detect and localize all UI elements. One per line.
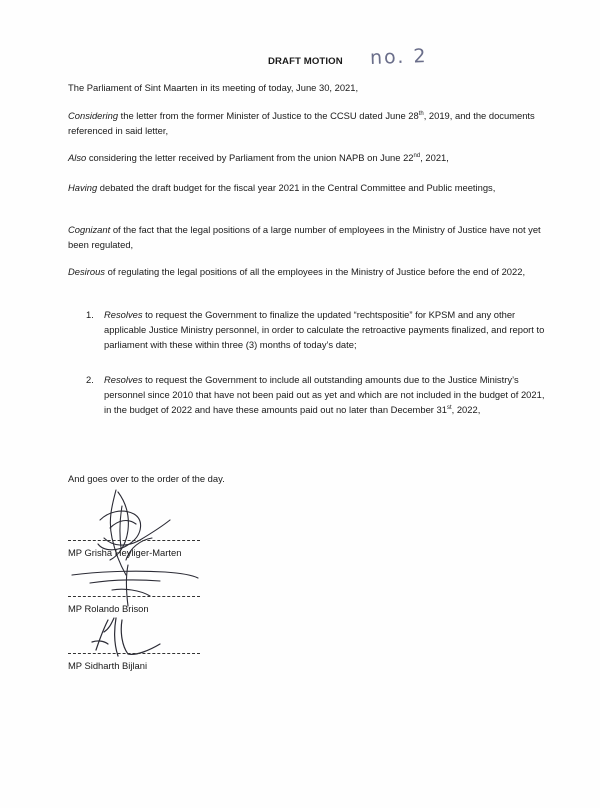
resolution-number: 1. [86,309,94,320]
consideration-text: considering the letter received by Parliament from the union NAPB on June 22 [86,152,414,163]
resolution-body [104,372,548,417]
consideration-text: debated the draft budget for the fiscal year 2021 in the Central Committee and Public meetings, [97,182,496,193]
consideration-lead: Desirous [68,266,105,277]
signature-3-scribble [92,618,160,656]
consideration-text: the letter from the former Minister of Justice to the CCSU dated June 28 [118,110,419,121]
resolution-text: to request the Government to include all outstanding amounts due to the Justice Ministry’s personnel since 2010 that have not been paid out as yet and which are not included in the budget of 2021, in the budget of 2022 and have these amounts paid out no later than December 31 [104,374,545,415]
resolution-text: to request the Government to finalize the updated “rechtspositie” for KPSM and any other applicable Justice Ministry personnel, in order to calculate the retroactive payments finalized, and report to parliament with these within three (3) months of today’s date; [104,309,545,350]
resolution-number: 2. [86,374,94,385]
signature-line [68,596,200,597]
signatory-name: MP Rolando Brison [68,603,149,614]
resolution-item [86,307,548,369]
consideration-text-end: , 2021, [420,152,449,163]
consideration-lead: Cognizant [68,224,111,235]
ordinal-suffix: nd [413,152,421,159]
resolution-lead: Resolves [104,309,143,320]
consideration-paragraph [68,180,548,195]
intro-paragraph: The Parliament of Sint Maarten in its meeting of today, June 30, 2021, [68,82,359,93]
signatory-name: MP Sidharth Bijlani [68,660,148,671]
resolution-lead: Resolves [104,374,143,385]
signature-1-scribble [98,490,170,575]
consideration-text-end: , 2019, and the documents referenced in said letter, [68,110,535,136]
resolution-item [86,372,548,434]
consideration-lead: Considering [68,110,119,121]
closing-statement: And goes over to the order of the day. [68,473,225,485]
resolution-body [104,307,548,352]
consideration-text: of regulating the legal positions of all the employees in the Ministry of Justice before the end of 2022, [105,266,526,277]
ordinal-suffix: st [446,404,452,411]
handwritten-motion-number: no. 2 [369,45,428,69]
signature-line [68,653,200,654]
consideration-paragraph [68,108,548,138]
consideration-paragraph [68,264,548,279]
consideration-text: of the fact that the legal positions of a large number of employees in the Ministry of Justice have not yet been regulated, [68,224,541,250]
document-title: DRAFT MOTION [268,56,343,67]
title-row [0,45,600,76]
signature-line [68,540,200,541]
consideration-lead: Also [68,152,87,163]
consideration-paragraph [68,150,548,165]
ordinal-suffix: th [418,110,424,117]
resolution-text-end: , 2022, [451,404,481,415]
signature-2-scribble [72,565,198,606]
signatory-name: MP Grisha Heyliger-Marten [68,547,182,558]
consideration-lead: Having [68,182,98,193]
consideration-paragraph [68,222,548,252]
